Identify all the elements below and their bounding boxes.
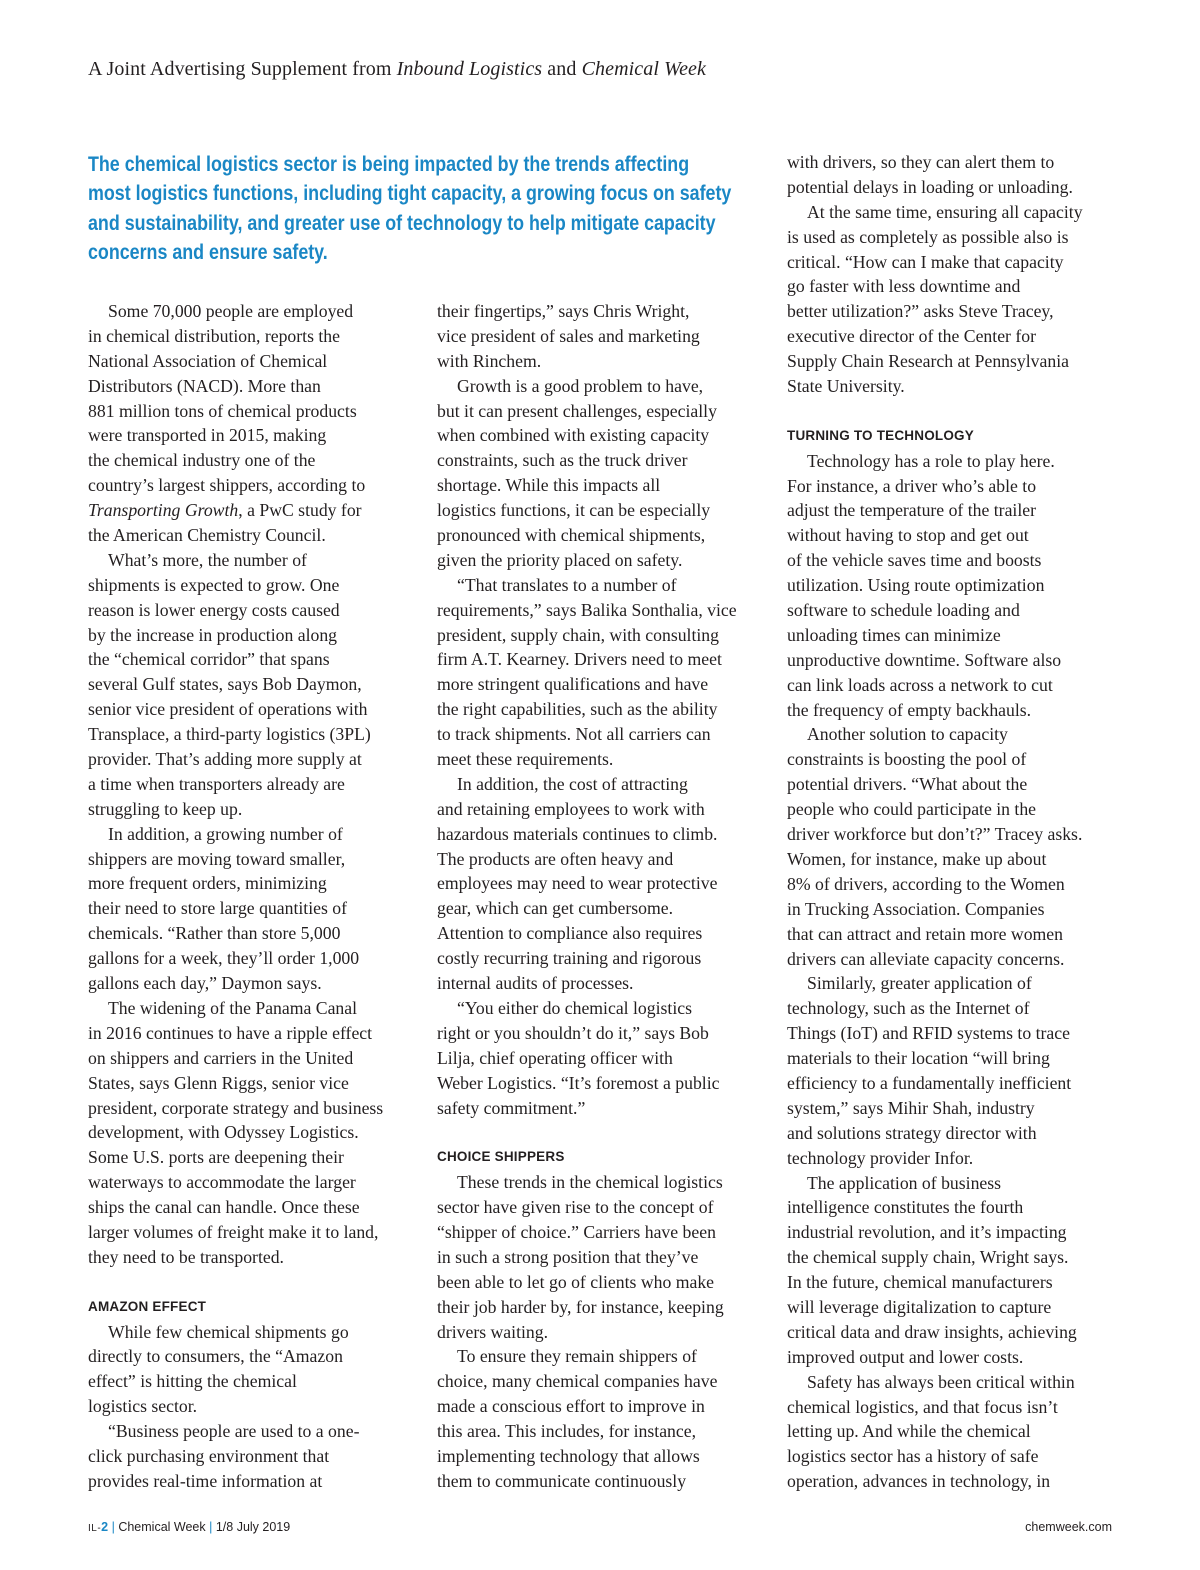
text-line: States, says Glenn Riggs, senior vice xyxy=(88,1072,349,1093)
text-line: unproductive downtime. Software also xyxy=(787,649,1062,670)
text-line: were transported in 2015, making xyxy=(88,425,327,446)
supplement-prefix: A Joint Advertising Supplement from xyxy=(88,58,397,80)
text-line: their fingertips,” says Chris Wright, xyxy=(437,301,690,321)
text-line: logistics sector. xyxy=(88,1396,198,1417)
section-spacer xyxy=(88,1270,418,1295)
text-line: adjust the temperature of the trailer xyxy=(787,500,1036,521)
text-line: National Association of Chemical xyxy=(88,350,328,371)
text-line: industrial revolution, and it’s impacting xyxy=(787,1222,1067,1243)
text-line: provides real-time information at xyxy=(88,1470,323,1491)
text-line: The application of business xyxy=(807,1172,1002,1193)
text-line: executive director of the Center for xyxy=(787,326,1036,347)
text-line: larger volumes of freight make it to land, xyxy=(88,1221,379,1242)
text-line: What’s more, the number of xyxy=(108,549,307,570)
text-line: potential drivers. “What about the xyxy=(787,774,1028,795)
text-line: more stringent qualifications and have xyxy=(437,674,709,695)
text-line: technology, such as the Internet of xyxy=(787,998,1030,1019)
section-spacer xyxy=(437,1120,767,1145)
section-spacer xyxy=(787,399,1117,424)
text-line: their need to store large quantities of xyxy=(88,898,348,919)
text-line: provider. That’s adding more supply at xyxy=(88,749,362,770)
text-line: shortage. While this impacts all xyxy=(437,475,661,496)
text-line: better utilization?” asks Steve Tracey, xyxy=(787,301,1054,322)
text-line: given the priority placed on safety. xyxy=(437,549,683,570)
text-line: technology provider Infor. xyxy=(787,1147,974,1168)
text-line: Things (IoT) and RFID systems to trace xyxy=(787,1023,1070,1044)
text-line: the chemical supply chain, Wright says. xyxy=(787,1247,1069,1268)
text-line: ships the canal can handle. Once these xyxy=(88,1197,360,1218)
deck-line: and sustainability, and greater use of technology to help mitigate capacity xyxy=(88,211,716,235)
text-line: improved output and lower costs. xyxy=(787,1346,1024,1367)
supplement-and: and xyxy=(542,58,582,80)
text-line: State University. xyxy=(787,376,905,397)
text-line: this area. This includes, for instance, xyxy=(437,1421,697,1442)
text-line: directly to consumers, the “Amazon xyxy=(88,1346,343,1367)
text-line: critical data and draw insights, achieving xyxy=(787,1321,1077,1342)
text-line: without having to stop and get out xyxy=(787,525,1029,546)
text-line: Growth is a good problem to have, xyxy=(457,375,704,396)
article-column-2 xyxy=(437,299,767,1494)
text-line: intelligence constitutes the fourth xyxy=(787,1197,1024,1218)
text-line: To ensure they remain shippers of xyxy=(457,1346,697,1367)
text-line: shippers are moving toward smaller, xyxy=(88,848,346,869)
text-line: software to schedule loading and xyxy=(787,600,1020,621)
text-line: they need to be transported. xyxy=(88,1246,284,1267)
text-line: senior vice president of operations with xyxy=(88,699,368,720)
text-line: driver workforce but don’t?” Tracey asks. xyxy=(787,824,1083,845)
text-line: the American Chemistry Council. xyxy=(88,525,326,546)
text-line: costly recurring training and rigorous xyxy=(437,948,702,969)
text-line xyxy=(88,498,418,523)
section-heading: TURNING TO TECHNOLOGY xyxy=(787,427,974,443)
text-line: vice president of sales and marketing xyxy=(437,325,700,346)
text-line: “shipper of choice.” Carriers have been xyxy=(437,1221,716,1242)
text-line: choice, many chemical companies have xyxy=(437,1371,718,1392)
text-line: gear, which can get cumbersome. xyxy=(437,898,674,919)
text-line: president, supply chain, with consulting xyxy=(437,624,719,645)
text-line: several Gulf states, says Bob Daymon, xyxy=(88,674,362,695)
text-line: requirements,” says Balika Sonthalia, vice xyxy=(437,599,737,620)
text-line-rest: , a PwC study for xyxy=(238,500,362,521)
text-line: gallons for a week, they’ll order 1,000 xyxy=(88,948,360,969)
text-line: Supply Chain Research at Pennsylvania xyxy=(787,351,1069,372)
text-line: and retaining employees to work with xyxy=(437,798,705,819)
article-column-1 xyxy=(88,299,418,1494)
text-line: with drivers, so they can alert them to xyxy=(787,152,1055,172)
text-line: made a conscious effort to improve in xyxy=(437,1396,705,1417)
text-line: 8% of drivers, according to the Women xyxy=(787,873,1065,894)
text-line: will leverage digitalization to capture xyxy=(787,1296,1052,1317)
text-line: chemical logistics, and that focus isn’t xyxy=(787,1396,1058,1417)
text-line: constraints, such as the truck driver xyxy=(437,450,688,471)
text-line: go faster with less downtime and xyxy=(787,276,1021,297)
text-line: materials to their location “will bring xyxy=(787,1048,1050,1069)
text-line: In addition, a growing number of xyxy=(108,823,343,844)
text-line: by the increase in production along xyxy=(88,624,338,645)
text-line: operation, advances in technology, in xyxy=(787,1471,1051,1492)
publication-chemical-week: Chemical Week xyxy=(581,58,706,80)
text-line: the “chemical corridor” that spans xyxy=(88,649,330,670)
text-line: development, with Odyssey Logistics. xyxy=(88,1122,359,1143)
text-line: While few chemical shipments go xyxy=(108,1321,349,1342)
text-line: utilization. Using route optimization xyxy=(787,575,1045,596)
text-line: “Business people are used to a one- xyxy=(108,1421,360,1442)
text-line: Distributors (NACD). More than xyxy=(88,375,321,396)
text-line: For instance, a driver who’s able to xyxy=(787,475,1037,496)
text-line: letting up. And while the chemical xyxy=(787,1421,1031,1442)
text-line: been able to let go of clients who make xyxy=(437,1271,715,1292)
text-line: The products are often heavy and xyxy=(437,848,674,869)
italic-title: Transporting Growth xyxy=(88,500,239,521)
text-line: Technology has a role to play here. xyxy=(807,450,1055,471)
text-line: gallons each day,” Daymon says. xyxy=(88,973,322,994)
text-line: the right capabilities, such as the ability xyxy=(437,699,718,720)
text-line: constraints is boosting the pool of xyxy=(787,749,1027,770)
text-line: The widening of the Panama Canal xyxy=(108,997,358,1018)
text-line: is used as completely as possible also is xyxy=(787,226,1069,247)
text-line: logistics sector has a history of safe xyxy=(787,1446,1039,1467)
deck-line: concerns and ensure safety. xyxy=(88,240,328,264)
text-line: In the future, chemical manufacturers xyxy=(787,1272,1053,1293)
text-line: in chemical distribution, reports the xyxy=(88,325,340,346)
text-line: reason is lower energy costs caused xyxy=(88,599,340,620)
text-line: click purchasing environment that xyxy=(88,1445,330,1466)
text-line: that can attract and retain more women xyxy=(787,923,1063,944)
text-line: sector have given rise to the concept of xyxy=(437,1197,714,1218)
text-line: chemicals. “Rather than store 5,000 xyxy=(88,923,341,944)
text-line: waterways to accommodate the larger xyxy=(88,1172,356,1193)
text-line: Transplace, a third-party logistics (3PL) xyxy=(88,724,371,745)
text-line: and solutions strategy director with xyxy=(787,1122,1037,1143)
text-line: their job harder by, for instance, keeping xyxy=(437,1296,724,1317)
folio-separator: | xyxy=(108,1520,119,1534)
text-line: efficiency to a fundamentally inefficient xyxy=(787,1072,1072,1093)
text-line: system,” says Mihir Shah, industry xyxy=(787,1097,1035,1118)
text-line: with Rinchem. xyxy=(437,350,542,371)
text-line: struggling to keep up. xyxy=(88,798,243,819)
text-line: people who could participate in the xyxy=(787,799,1037,820)
text-line: critical. “How can I make that capacity xyxy=(787,251,1064,272)
deck-line: The chemical logistics sector is being impacted by the trends affecting xyxy=(88,153,690,176)
text-line: the frequency of empty backhauls. xyxy=(787,699,1032,720)
text-line: Weber Logistics. “It’s foremost a public xyxy=(437,1072,720,1093)
page-number: 2 xyxy=(101,1520,109,1534)
text-line: At the same time, ensuring all capacity xyxy=(807,201,1083,222)
text-line: drivers waiting. xyxy=(437,1321,549,1342)
publication-inbound-logistics: Inbound Logistics xyxy=(396,58,543,80)
text-line: Another solution to capacity xyxy=(807,724,1008,745)
text-line: “That translates to a number of xyxy=(457,574,677,595)
text-line: logistics functions, it can be especially xyxy=(437,500,711,521)
folio-issue-date: 1/8 July 2019 xyxy=(215,1520,291,1534)
text-line: Lilja, chief operating officer with xyxy=(437,1047,673,1068)
text-line: Some 70,000 people are employed xyxy=(108,301,354,321)
text-line: pronounced with chemical shipments, xyxy=(437,525,706,546)
text-line: a time when transporters already are xyxy=(88,773,345,794)
text-line: but it can present challenges, especially xyxy=(437,400,717,421)
text-line: Similarly, greater application of xyxy=(807,973,1032,994)
text-line: effect” is hitting the chemical xyxy=(88,1371,297,1392)
text-line: right or you shouldn’t do it,” says Bob xyxy=(437,1022,709,1043)
text-line: Women, for instance, make up about xyxy=(787,848,1047,869)
text-line: country’s largest shippers, according to xyxy=(88,475,366,496)
article-column-3 xyxy=(787,150,1117,1494)
text-line: on shippers and carriers in the United xyxy=(88,1047,354,1068)
text-line: can link loads across a network to cut xyxy=(787,674,1053,695)
folio-section: IL- xyxy=(88,1523,102,1534)
text-line: implementing technology that allows xyxy=(437,1445,700,1466)
text-line: in Trucking Association. Companies xyxy=(787,898,1045,919)
text-line: These trends in the chemical logistics xyxy=(457,1172,723,1193)
folio-separator: | xyxy=(205,1520,216,1534)
text-line: safety commitment.” xyxy=(437,1097,586,1118)
text-line: firm A.T. Kearney. Drivers need to meet xyxy=(437,649,722,670)
text-line: Some U.S. ports are deepening their xyxy=(88,1147,344,1168)
section-heading: AMAZON EFFECT xyxy=(88,1298,207,1314)
deck-line: most logistics functions, including tight capacity, a growing focus on safety xyxy=(88,182,732,206)
text-line: unloading times can minimize xyxy=(787,624,1001,645)
text-line: “You either do chemical logistics xyxy=(457,997,692,1018)
text-line: in such a strong position that they’ve xyxy=(437,1246,699,1267)
text-line: In addition, the cost of attracting xyxy=(457,773,688,794)
text-line: drivers can alleviate capacity concerns. xyxy=(787,948,1065,969)
text-line: when combined with existing capacity xyxy=(437,425,710,446)
text-line: potential delays in loading or unloading. xyxy=(787,176,1073,197)
article-deck xyxy=(88,150,732,267)
folio xyxy=(88,1520,290,1534)
text-line: them to communicate continuously xyxy=(437,1470,687,1491)
text-line: Attention to compliance also requires xyxy=(437,923,703,944)
text-line: hazardous materials continues to climb. xyxy=(437,823,718,844)
website-url[interactable]: chemweek.com xyxy=(1025,1520,1112,1534)
text-line: of the vehicle saves time and boosts xyxy=(787,550,1042,571)
text-line: meet these requirements. xyxy=(437,749,614,770)
section-heading: CHOICE SHIPPERS xyxy=(437,1149,565,1165)
text-line: shipments is expected to grow. One xyxy=(88,574,340,595)
folio-publication: Chemical Week xyxy=(118,1520,206,1534)
text-line: to track shipments. Not all carriers can xyxy=(437,724,711,745)
text-line: president, corporate strategy and business xyxy=(88,1097,384,1118)
text-line: the chemical industry one of the xyxy=(88,450,316,471)
supplement-header xyxy=(88,58,706,81)
text-line: in 2016 continues to have a ripple effect xyxy=(88,1022,373,1043)
text-line: more frequent orders, minimizing xyxy=(88,873,327,894)
text-line: employees may need to wear protective xyxy=(437,873,718,894)
text-line: internal audits of processes. xyxy=(437,973,634,994)
text-line: 881 million tons of chemical products xyxy=(88,400,357,421)
text-line: Safety has always been critical within xyxy=(807,1371,1075,1392)
